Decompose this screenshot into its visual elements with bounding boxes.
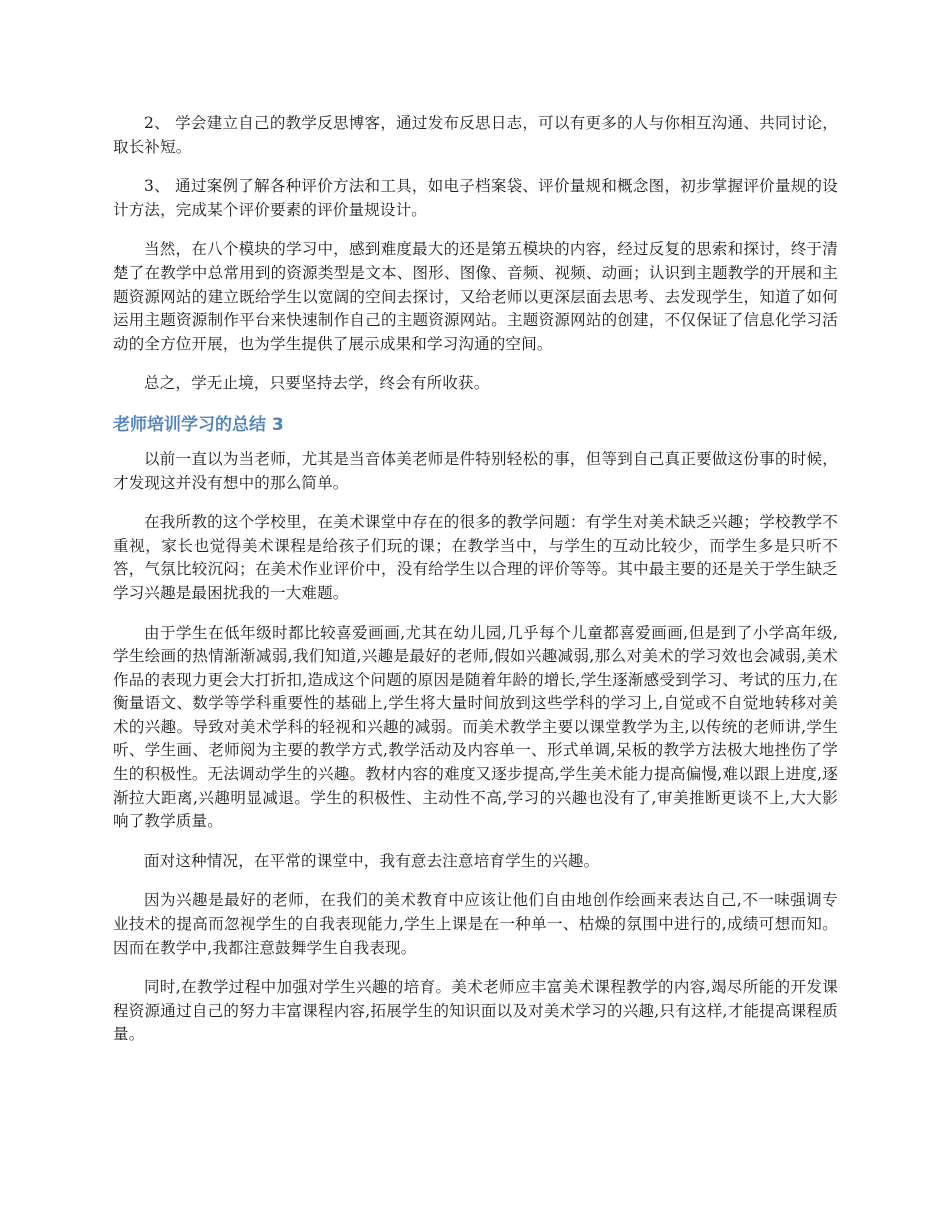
- paragraph: 3、 通过案例了解各种评价方法和工具，如电子档案袋、评价量规和概念图，初步掌握评价量规的设计方法，完成某个评价要素的评价量规设计。: [113, 177, 838, 219]
- paragraph: 以前一直以为当老师，尤其是当音体美老师是件特别轻松的事，但等到自己真正要做这份事的时候，才发现这并没有想中的那么简单。: [113, 449, 838, 492]
- paragraph: 同时,在教学过程中加强对学生兴趣的培育。美术老师应丰富美术课程教学的内容,竭尽所能的开发课程资源通过自己的努力丰富课程内容,拓展学生的知识面以及对美术学习的兴趣,只有这样,才能提高课程质量。: [113, 978, 838, 1044]
- paragraph: 在我所教的这个学校里，在美术课堂中存在的很多的教学问题：有学生对美术缺乏兴趣；学校教学不重视，家长也觉得美术课程是给孩子们玩的课；在教学当中，与学生的互动比较少，而学生多是只听不答，气氛比较沉闷；在美术作业评价中，没有给学生以合理的评价等等。其中最主要的还是关于学生缺乏学习兴趣是最困扰我的一大难题。: [113, 513, 838, 602]
- paragraph: 总之，学无止境，只要坚持去学，终会有所收获。: [144, 374, 490, 393]
- paragraph: 面对这种情况，在平常的课堂中，我有意去注意培育学生的兴趣。: [144, 851, 600, 870]
- paragraph: 2、 学会建立自己的教学反思博客，通过发布反思日志，可以有更多的人与你相互沟通、共同讨论，取长补短。: [113, 114, 838, 156]
- paragraph: 当然，在八个模块的学习中，感到难度最大的还是第五模块的内容，经过反复的思索和探讨，终于清楚了在教学中总常用到的资源类型是文本、图形、图像、音频、视频、动画；认识到主题教学的开展和主题资源网站的建立既给学生以宽阔的空间去探讨，又给老师以更深层面去思考、去发现学生，知道了如何运用主题资源制作平台来快速制作自己的主题资源网站。主题资源网站的创建，不仅保证了信息化学习活动的全方位开展，也为学生提供了展示成果和学习沟通的空间。: [113, 240, 838, 353]
- paragraph: 因为兴趣是最好的老师，在我们的美术教育中应该让他们自由地创作绘画来表达自己,不一味强调专业技术的提高而忽视学生的自我表现能力,学生上课是在一种单一、枯燥的氛围中进行的,成绩可想而知。因而在教学中,我都注意鼓舞学生自我表现。: [113, 891, 838, 957]
- document-page: [113, 112, 838, 1063]
- section-heading: 老师培训学习的总结 3: [113, 414, 284, 435]
- paragraph: 由于学生在低年级时都比较喜爱画画,尤其在幼儿园,几乎每个儿童都喜爱画画,但是到了小学高年级,学生绘画的热情渐渐减弱,我们知道,兴趣是最好的老师,假如兴趣减弱,那么对美术的学习效也会减弱,美术作品的表现力更会大打折扣,造成这个问题的原因是随着年龄的增长,学生逐渐感受到学习、考试的压力,在衡量语文、数学等学科重要性的基础上,学生将大量时间放到这些学科的学习上,自觉或不自觉地转移对美术的兴趣。导致对美术学科的轻视和兴趣的减弱。而美术教学主要以课堂教学为主,以传统的老师讲,学生听、学生画、老师阅为主要的教学方式,教学活动及内容单一、形式单调,呆板的教学方法极大地挫伤了学生的积极性。无法调动学生的兴趣。教材内容的难度又逐步提高,学生美术能力提高偏慢,难以跟上进度,逐渐拉大距离,兴趣明显减退。学生的积极性、主动性不高,学习的兴趣也没有了,审美推断更谈不上,大大影响了教学质量。: [113, 623, 838, 831]
